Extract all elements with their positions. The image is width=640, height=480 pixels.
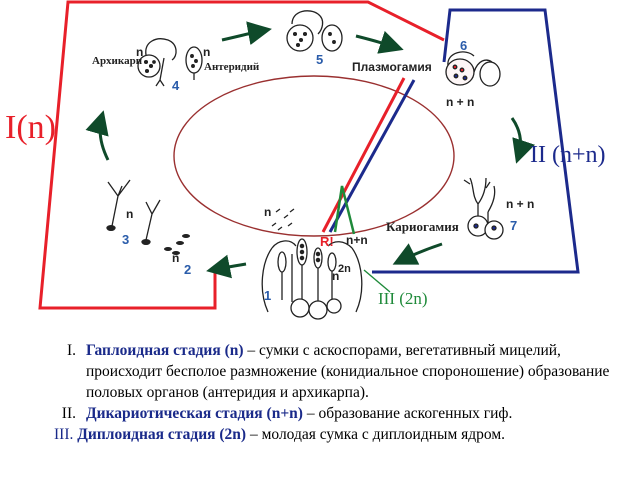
germinating-spores-drawing (107, 180, 160, 244)
legend-num: II. (61, 405, 76, 422)
ploidy-label-antheridium: n (203, 45, 211, 59)
ploidy-label-ascus-top: n (264, 205, 272, 219)
ploidy-label-ascus-2n: 2n (338, 263, 351, 275)
legend-num: III. (54, 426, 74, 443)
ploidy-label-7: n + n (506, 197, 535, 211)
legend-item-diploid (40, 424, 620, 445)
legend-title: Гаплоидная стадия (n) (86, 342, 244, 359)
legend-num: I. (66, 342, 76, 359)
step-5: 5 (316, 52, 324, 67)
plasmogamy-fusion-drawing (446, 52, 500, 86)
arrow-5-to-6 (356, 36, 398, 48)
ploidy-label-2: n (172, 251, 180, 265)
navy-line (330, 80, 414, 232)
ploidy-label-ascus-mid: n (332, 269, 340, 283)
stage-II-label: II (n+n) (530, 142, 606, 168)
red-line (323, 78, 404, 232)
antheridium-label: Антеридий (204, 61, 260, 73)
step-7: 7 (510, 218, 518, 233)
stage-I-label: I(n) (5, 109, 56, 146)
arrow-3-to-4 (100, 116, 108, 160)
cycle-ellipse (174, 76, 454, 236)
archicarp-label: Архикарп (92, 55, 143, 67)
legend-title: Дикариотическая стадия (n+n) (86, 405, 303, 422)
ploidy-label-3: n (126, 207, 134, 221)
ascogenous-hyphae-drawing (464, 178, 503, 239)
step-1: 1 (264, 288, 272, 303)
ploidy-label-archicarp: n (136, 45, 144, 59)
R-label: R! (320, 234, 334, 249)
karyogamy-label: Кариогамия (386, 219, 459, 234)
arrow-4-to-5 (222, 30, 266, 40)
haploid-stage-boundary (40, 2, 444, 308)
ploidy-label-6: n + n (446, 95, 475, 109)
stage-III-label: III (2n) (378, 289, 428, 308)
legend (40, 340, 620, 445)
plasmogamy-start-drawing (287, 11, 342, 51)
arrow-6-to-7 (512, 118, 520, 158)
plasmogamy-label: Плазмогамия (352, 60, 432, 74)
arrow-7-to-1 (398, 244, 442, 262)
step-3: 3 (122, 232, 130, 247)
antheridium-drawing (186, 47, 202, 80)
archicarp-drawing (138, 39, 176, 86)
legend-text: – образование аскогенных гиф. (302, 405, 513, 422)
ploidy-label-ascus-nn: n+n (346, 233, 368, 247)
legend-item-haploid (40, 340, 620, 403)
legend-text: – молодая сумка с диплоидным ядром. (246, 426, 506, 443)
legend-title: Диплоидная стадия (2n) (77, 426, 247, 443)
step-6: 6 (460, 38, 468, 53)
step-4: 4 (172, 78, 180, 93)
arrow-1-to-2 (212, 264, 246, 270)
legend-item-dikaryotic (40, 403, 620, 424)
step-2: 2 (184, 262, 192, 277)
legend-text: – сумки с аскоспорами, вегетативный мицелий, происходит бесполое размножение (конидиальное спороношение) образование половых органов (антеридия и архикарпа). (86, 342, 610, 401)
